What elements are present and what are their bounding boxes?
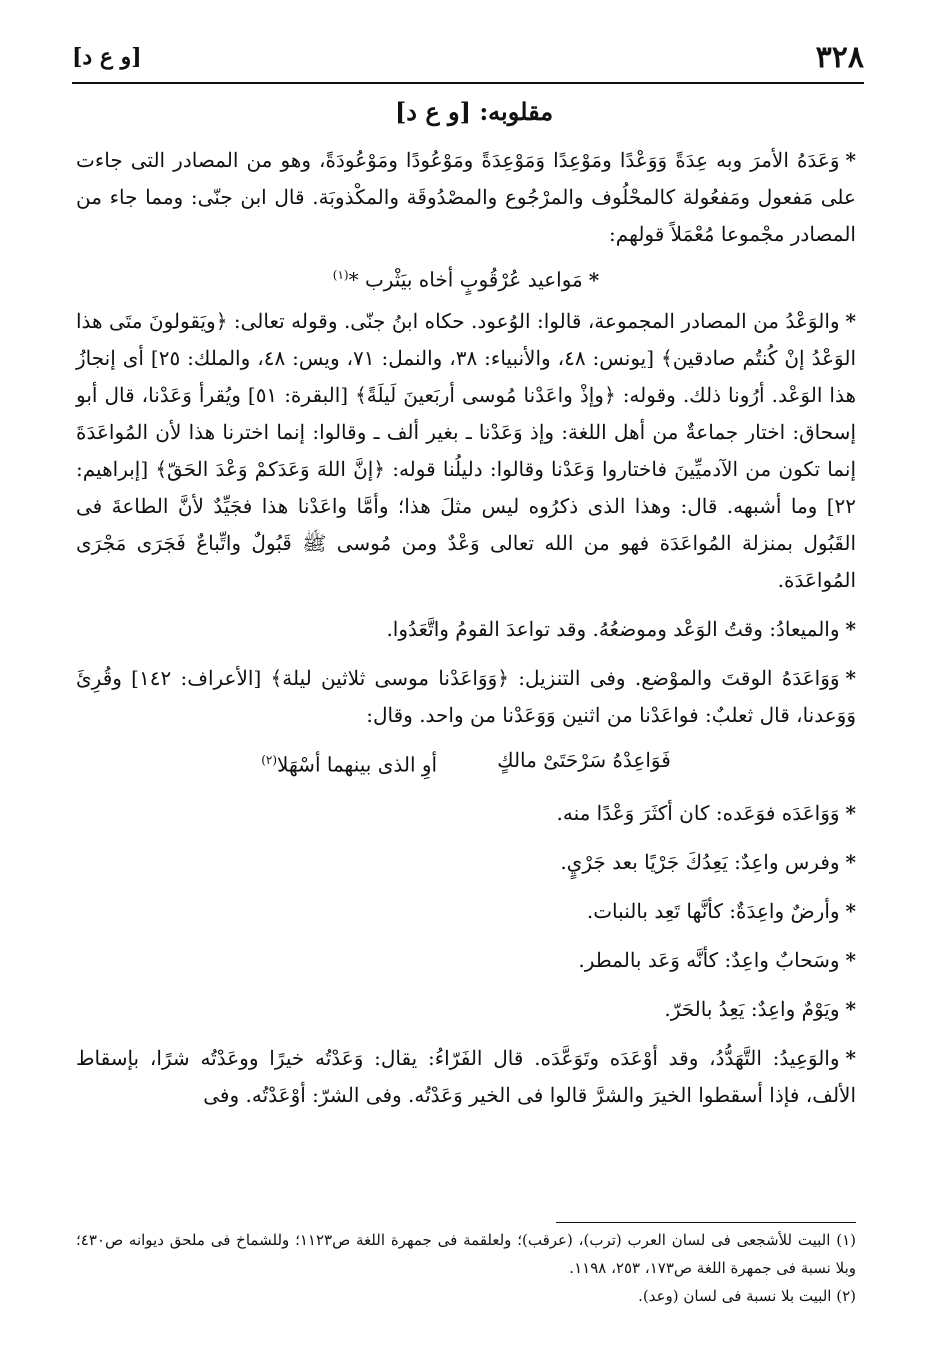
paragraph — [76, 893, 856, 930]
paragraph — [76, 795, 856, 832]
entry-star: * — [845, 148, 856, 172]
verse-end-star: * — [348, 267, 359, 292]
paragraph-text: وأرضٌ واعِدَةٌ: كأنَّها تَعِد بالنبات. — [586, 899, 840, 924]
paragraph — [76, 611, 856, 648]
footnote-ref: (٢) — [261, 752, 278, 767]
paragraph-text: وسَحابٌ واعِدٌ: كأنَّه وَعَد بالمطر. — [578, 948, 840, 973]
entry-star: * — [845, 899, 856, 924]
page-header — [72, 40, 864, 84]
footnotes — [76, 1226, 856, 1310]
footnote: (٢) البيت بلا نسبة فى لسان (وعد). — [638, 1287, 856, 1305]
root-label: [و ع د] — [72, 44, 142, 70]
paragraph — [76, 844, 856, 881]
paragraph — [76, 991, 856, 1028]
footnote: (١) البيت للأشجعى فى لسان العرب (ترب)، (عرقب)؛ ولعلقمة فى جمهرة اللغة ص١١٢٣؛ وللشماخ فى ملحق ديوانه ص٤٣٠؛ وبلا نسبة فى جمهرة اللغة ص١٧٣، ٢٥٣، ١١٩٨. — [76, 1231, 856, 1277]
paragraph — [76, 942, 856, 979]
entry-star: * — [845, 948, 856, 973]
entry-star: * — [845, 616, 856, 641]
entry-star: * — [845, 801, 856, 826]
main-text — [76, 142, 856, 1114]
paragraph-text: ويَوْمٌ واعِدٌ: يَعِدُ بالحَرّ. — [664, 997, 840, 1022]
entry-star: * — [845, 308, 856, 333]
paragraph-text: وَوَاعَدَه فوَعَده: كان أكثَرَ وَعْدًا منه. — [556, 801, 840, 826]
page-number: ٣٢٨ — [815, 40, 864, 75]
entry-star: * — [588, 267, 600, 292]
verse-hemistich-right: فَوَاعِدْهُ سَرْحَتَىْ مالكٍ — [497, 747, 671, 772]
paragraph-text: وَعَدَهُ الأمرَ وبه عِدَةً وَوَعْدًا ومَوْعِدًا وَمَوْعِدَةً ومَوْعُودًا ومَوْعُودَةً، وهو من المصادر التى جاءت على مَفعول ومَفعُولة كالمحْلُوف والمرْجُوع والمصْدُوقَة والمكْذوبَة. قال ابن جنّى: ومما جاء من المصادر مجْموعا مُعْمَلاً قولهم: — [76, 148, 856, 246]
paragraph-text: والوَعِيدُ: التَّهَدُّدُ، وقد أوْعَدَه وتَوَعَّدَه. قال الفَرّاءُ: يقال: وَعَدْتُه خيرًا ووعَدْتُه شرًا، بإسقاط الألف، فإذا أسقطوا الخيرَ والشرَّ قالوا فى الخير وَعَدْتُه. وفى الشرّ: أوْعَدْتُه. وفى — [76, 1046, 856, 1108]
paragraph — [76, 303, 856, 599]
footnote-rule — [556, 1222, 856, 1223]
entry-star: * — [845, 850, 856, 875]
paragraph-text: والوَعْدُ من المصادر المجموعة، قالوا: الوُعود. حكاه ابنُ جنّى. وقوله تعالى: ﴿ويَقولونَ متَى هذا الوَعْدُ إنْ كُنتُم صادقين﴾ [يونس: ٤٨، والأنبياء: ٣٨، والنمل: ٧١، ويس: ٤٨، والملك: ٢٥] أى إنجازُ هذا الوَعْد. أرُونا ذلك. وقوله: ﴿وإذْ واعَدْنا مُوسى أربَعينَ لَيلَةً﴾ [البقرة: ٥١] ويُقرأ وَعَدْنا، قال أبو إسحاق: اختار جماعةٌ من أهل اللغة: وإذ وَعَدْنا ـ بغير ألف ـ وقالوا: إنما اخترنا هذا لأن المُواعَدَةَ إنما تكون من الآدميِّينَ فاختاروا وَعَدْنا وقالوا: دليلُنا قوله: ﴿إنَّ اللهَ وَعَدَكمْ وَعْدَ الحَقّ﴾ [إبراهيم: ٢٢] وما أشبهه. قال: وهذا الذى ذكرُوه ليس مثلَ هذا؛ وأمَّا واعَدْنا هذا فجَيِّدٌ لأنَّ الطاعةَ فى القَبُول بمنزلة المُواعَدَة فهو من الله تعالى وَعْدٌ ومن مُوسى ﷺ قَبُولٌ واتِّباعٌ فَجَرَى مَجْرَى المُواعَدَة. — [76, 308, 857, 592]
section-title: مقلوبه: [و ع د] — [394, 97, 554, 126]
verse-text: مَواعيد عُرْقُوبٍ أخاه بيَثْرب — [364, 267, 583, 292]
verse-hemistich-left: أوِ الذى بينهما أسْهَلا$^{(٢)}$ — [261, 752, 438, 777]
footnote-ref: (١) — [332, 268, 349, 282]
verse — [76, 257, 856, 299]
paragraph — [76, 142, 856, 253]
paragraph — [76, 1040, 856, 1114]
header-rule — [72, 82, 864, 84]
paragraph-text: والميعادُ: وقتُ الوَعْد وموضعُهُ. وقد تواعدَ القومُ واتَّعَدُوا. — [386, 616, 840, 641]
paragraph-text: وفرس واعِدٌ: يَعِدُكَ جَرْيًا بعد جَرْيٍ. — [560, 850, 840, 875]
entry-star: * — [845, 1046, 856, 1071]
paragraph — [76, 660, 856, 734]
entry-star: * — [845, 997, 856, 1022]
paragraph-text: وَوَاعَدَهُ الوقتَ والموْضع. وفى التنزيل: ﴿وَوَاعَدْنا موسى ثلاثين ليلة﴾ [الأعراف: ١٤٢] وقُرِئَ وَوَعدنا، قال ثعلبٌ: فواعَدْنا من اثنين وَوَعَدْنا من واحد. وقال: — [76, 665, 856, 727]
verse-couplet — [76, 742, 856, 784]
entry-star: * — [845, 665, 856, 690]
